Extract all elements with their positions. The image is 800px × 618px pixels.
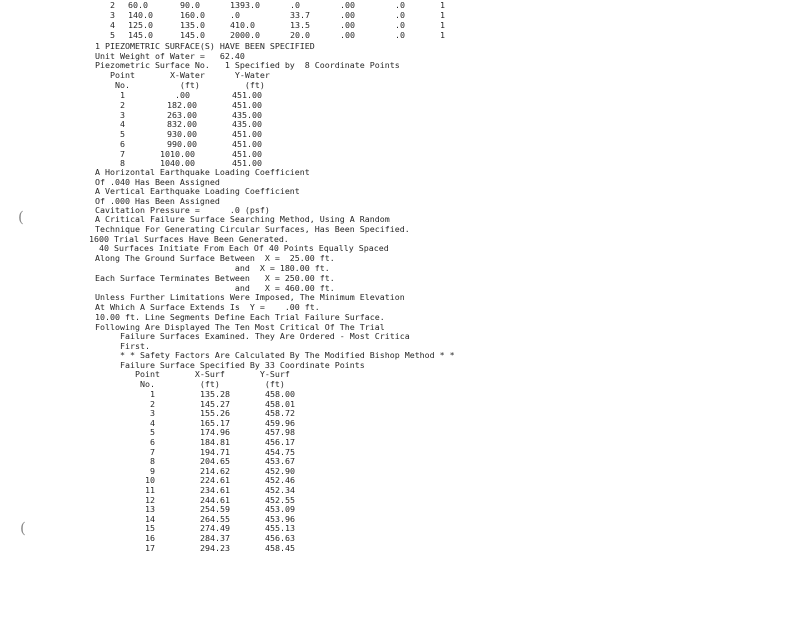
- y-surf: 453.09: [265, 504, 295, 515]
- point-no: 12: [145, 494, 155, 505]
- first-line: First.: [95, 341, 150, 351]
- total-unit-weight: 145.0: [128, 30, 153, 40]
- y-water: 451.00: [232, 149, 262, 159]
- table-row: [0, 129, 262, 140]
- point-no: 4: [150, 417, 155, 428]
- pore-pressure-param: .00: [340, 10, 355, 20]
- unit-weight-line: Unit Weight of Water = 62.40: [95, 51, 245, 61]
- friction-angle: 33.7: [290, 10, 310, 20]
- failure-surface-specified-line: Failure Surface Specified By 33 Coordinate Points: [95, 360, 365, 370]
- x-water: 930.00: [167, 129, 197, 139]
- point-no: 16: [145, 533, 155, 543]
- x-water: 182.00: [167, 100, 197, 110]
- piez-surface-no: 1: [440, 0, 445, 10]
- x-surf: 135.28: [200, 389, 230, 399]
- table-row: [0, 10, 445, 21]
- pressure-constant: .0: [395, 20, 405, 30]
- x-surf: 145.27: [200, 398, 230, 409]
- y-surf: 458.01: [265, 398, 295, 409]
- x-surf: 194.71: [200, 446, 230, 457]
- point-no: 2: [120, 100, 125, 110]
- x-water: .00: [175, 90, 190, 100]
- point-no: 4: [120, 119, 125, 129]
- piez-surface-no: 1: [440, 30, 445, 40]
- piez-surface-no: 1: [440, 10, 445, 20]
- y-water: 451.00: [232, 129, 262, 139]
- total-unit-weight: 125.0: [128, 20, 153, 30]
- terminate-range-start: Each Surface Terminates Between X = 250.00 ft.: [95, 273, 335, 283]
- cohesion-intercept: .0: [230, 10, 240, 20]
- search-technique-line: Technique For Generating Circular Surfaces, Has Been Specified.: [95, 224, 410, 234]
- pressure-constant: .0: [395, 10, 405, 20]
- point-no: 5: [150, 427, 155, 438]
- x-surf: 244.61: [200, 494, 230, 505]
- x-surf: 174.96: [200, 427, 230, 438]
- saturated-unit-weight: 145.0: [180, 30, 205, 40]
- horizontal-earthquake-line: A Horizontal Earthquake Loading Coefficient: [95, 167, 310, 177]
- y-surf: 455.13: [265, 523, 295, 534]
- y-surf: 456.63: [265, 533, 295, 543]
- x-surf: 224.61: [200, 475, 230, 486]
- x-surf: 184.81: [200, 437, 230, 447]
- friction-angle: .0: [290, 0, 300, 10]
- point-no: 14: [145, 513, 155, 524]
- pressure-constant: .0: [395, 0, 405, 10]
- saturated-unit-weight: 135.0: [180, 20, 205, 30]
- point-no: 10: [145, 475, 155, 486]
- y-surf: 452.90: [265, 465, 295, 476]
- bishop-method-line: * * Safety Factors Are Calculated By The Modified Bishop Method * *: [95, 350, 455, 360]
- minimum-elevation-line: At Which A Surface Extends Is Y = .00 ft.: [95, 302, 320, 312]
- trial-surfaces-line: 1600 Trial Surfaces Have Been Generated.: [89, 234, 289, 244]
- point-no: 3: [120, 110, 125, 120]
- surface-units-header: No. (ft) (ft): [95, 379, 285, 389]
- failure-surfaces-examined-line: Failure Surfaces Examined. They Are Ordered - Most Critica: [95, 331, 410, 341]
- terminate-range-end: and X = 460.00 ft.: [95, 283, 335, 293]
- total-unit-weight: 140.0: [128, 10, 153, 20]
- point-no: 13: [145, 504, 155, 515]
- x-surf: 234.61: [200, 485, 230, 495]
- friction-angle: 20.0: [290, 30, 310, 40]
- piezometric-surface-line: Piezometric Surface No. 1 Specified by 8 Coordinate Points: [95, 60, 400, 70]
- cohesion-intercept: 1393.0: [230, 0, 260, 10]
- y-water: 435.00: [232, 110, 262, 120]
- following-displayed-line: Following Are Displayed The Ten Most Critical Of The Trial: [95, 322, 385, 332]
- friction-angle: 13.5: [290, 20, 310, 30]
- table-row: [0, 20, 445, 31]
- soil-type-no: 4: [110, 20, 115, 30]
- line-segments-line: 10.00 ft. Line Segments Define Each Trial Failure Surface.: [95, 312, 385, 322]
- point-no: 15: [145, 523, 155, 534]
- point-no: 9: [150, 465, 155, 476]
- pore-pressure-param: .00: [340, 30, 355, 40]
- point-no: 11: [145, 485, 155, 495]
- table-row: [0, 119, 262, 130]
- vertical-earthquake-line: A Vertical Earthquake Loading Coefficient: [95, 186, 300, 196]
- y-surf: 453.96: [265, 513, 295, 524]
- x-surf: 155.26: [200, 408, 230, 419]
- cohesion-intercept: 2000.0: [230, 30, 260, 40]
- x-water: 263.00: [167, 110, 197, 120]
- y-water: 451.00: [232, 90, 262, 100]
- horizontal-earthquake-value: Of .040 Has Been Assigned: [95, 177, 220, 187]
- surface-point-header: Point X-Surf Y-Surf: [95, 369, 290, 379]
- water-units-header: No. (ft) (ft): [110, 80, 265, 90]
- ground-surface-range-end: and X = 180.00 ft.: [95, 263, 330, 273]
- x-surf: 214.62: [200, 465, 230, 476]
- vertical-earthquake-value: Of .000 Has Been Assigned: [95, 196, 220, 206]
- y-surf: 459.96: [265, 417, 295, 428]
- pressure-constant: .0: [395, 30, 405, 40]
- piezometric-specified-line: 1 PIEZOMETRIC SURFACE(S) HAVE BEEN SPECIFIED: [95, 41, 315, 51]
- soil-type-no: 5: [110, 30, 115, 40]
- point-no: 17: [145, 542, 155, 553]
- x-surf: 254.59: [200, 504, 230, 515]
- point-no: 8: [120, 158, 125, 168]
- y-surf: 452.46: [265, 475, 295, 486]
- x-surf: 294.23: [200, 542, 230, 553]
- point-no: 1: [150, 389, 155, 399]
- table-row: [0, 30, 445, 41]
- y-water: 451.00: [232, 139, 262, 149]
- y-surf: 452.55: [265, 494, 295, 505]
- soil-type-no: 2: [110, 0, 115, 10]
- point-no: 6: [120, 139, 125, 149]
- total-unit-weight: 60.0: [128, 0, 148, 10]
- scan-mark-top: (: [18, 208, 24, 226]
- table-row: [0, 0, 445, 11]
- surfaces-initiate-line: 40 Surfaces Initiate From Each Of 40 Points Equally Spaced: [89, 243, 389, 253]
- search-method-line: A Critical Failure Surface Searching Method, Using A Random: [95, 214, 390, 224]
- piez-surface-no: 1: [440, 20, 445, 30]
- table-row: [0, 90, 262, 101]
- table-row: [0, 158, 262, 169]
- x-surf: 284.37: [200, 533, 230, 543]
- saturated-unit-weight: 90.0: [180, 0, 200, 10]
- y-water: 451.00: [232, 100, 262, 110]
- x-surf: 274.49: [200, 523, 230, 534]
- water-point-header: Point X-Water Y-Water: [110, 70, 270, 80]
- x-surf: 165.17: [200, 417, 230, 428]
- ground-surface-range-start: Along The Ground Surface Between X = 25.00 ft.: [95, 253, 335, 263]
- point-no: 2: [150, 398, 155, 409]
- saturated-unit-weight: 160.0: [180, 10, 205, 20]
- pore-pressure-param: .00: [340, 20, 355, 30]
- y-surf: 453.67: [265, 456, 295, 467]
- y-water: 435.00: [232, 119, 262, 129]
- y-surf: 458.00: [265, 389, 295, 399]
- y-surf: 458.72: [265, 408, 295, 419]
- x-water: 1040.00: [160, 158, 195, 168]
- x-water: 1010.00: [160, 149, 195, 159]
- x-water: 832.00: [167, 119, 197, 129]
- soil-type-no: 3: [110, 10, 115, 20]
- y-water: 451.00: [232, 158, 262, 168]
- y-surf: 458.45: [265, 542, 295, 553]
- y-surf: 456.17: [265, 437, 295, 447]
- table-row: [0, 100, 262, 111]
- y-surf: 452.34: [265, 485, 295, 495]
- x-surf: 204.65: [200, 456, 230, 467]
- point-no: 7: [150, 446, 155, 457]
- point-no: 1: [120, 90, 125, 100]
- limitations-line: Unless Further Limitations Were Imposed, The Minimum Elevation: [95, 292, 405, 302]
- cohesion-intercept: 410.0: [230, 20, 255, 30]
- point-no: 8: [150, 456, 155, 467]
- point-no: 6: [150, 437, 155, 447]
- point-no: 3: [150, 408, 155, 419]
- table-row: [0, 139, 262, 150]
- y-surf: 454.75: [265, 446, 295, 457]
- y-surf: 457.98: [265, 427, 295, 438]
- point-no: 5: [120, 129, 125, 139]
- x-water: 990.00: [167, 139, 197, 149]
- x-surf: 264.55: [200, 513, 230, 524]
- cavitation-pressure-line: Cavitation Pressure = .0 (psf): [95, 205, 270, 215]
- scan-mark-bottom: (: [20, 519, 26, 537]
- point-no: 7: [120, 149, 125, 159]
- pore-pressure-param: .00: [340, 0, 355, 10]
